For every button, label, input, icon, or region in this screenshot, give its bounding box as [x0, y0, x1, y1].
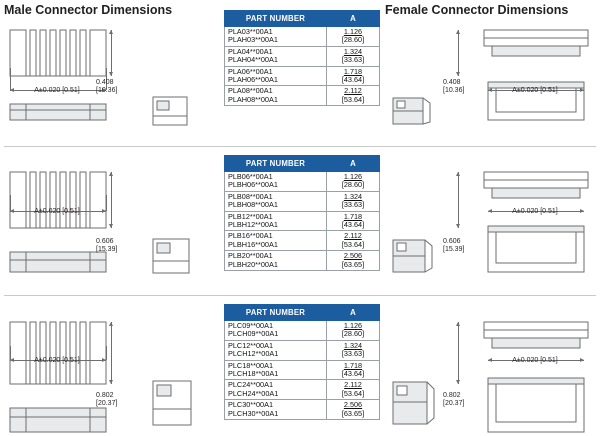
table-row: [225, 27, 380, 47]
part-number-line: PLAH04**00A1: [228, 55, 278, 65]
dimension-cell: [327, 400, 380, 420]
dimension-mm: [43.64]: [341, 74, 365, 84]
dimension-mm: [33.63]: [341, 55, 365, 65]
part-number-line: PLCH09**00A1: [228, 329, 279, 339]
part-number-line: PLBH06**00A1: [228, 180, 278, 190]
dimension-cell: [327, 46, 380, 66]
dimension-inch: 1.126: [343, 321, 363, 330]
dimension-cell: [327, 231, 380, 251]
part-number-line: PLA03**00A1: [228, 27, 273, 36]
dimension-cell: [327, 86, 380, 106]
part-number-line: PLAH03**00A1: [228, 35, 278, 45]
male-height-mm-b: [15.39]: [96, 246, 118, 254]
part-number-line: PLA08**00A1: [228, 86, 273, 96]
male-height-label-c: [96, 392, 156, 408]
part-number-cell: [225, 86, 327, 106]
part-number-line: PLAH08**00A1: [228, 94, 278, 104]
part-number-cell: [225, 211, 327, 231]
part-number-table-c: [224, 304, 380, 420]
part-number-line: PLCH18**00A1: [228, 368, 279, 378]
dimension-inch: 2.112: [344, 231, 362, 241]
dimension-mm: [53.64]: [341, 94, 365, 104]
female-end-view-c: [392, 380, 438, 428]
male-end-view-c: [152, 380, 196, 428]
dimension-mm: [33.63]: [341, 200, 365, 210]
part-number-line: PLBH12**00A1: [228, 219, 278, 229]
part-number-line: PLC18**00A1: [228, 360, 274, 370]
header-part-number-c: PART NUMBER: [225, 305, 327, 321]
table-row: [225, 380, 380, 400]
table-row: [225, 231, 380, 251]
part-number-line: PLC24**00A1: [228, 380, 274, 390]
male-height-dimension-a: [105, 26, 117, 82]
header-a-c: A: [327, 305, 380, 321]
part-number-line: PLB16**00A1: [228, 231, 273, 241]
part-number-line: PLCH24**00A1: [228, 388, 279, 398]
female-width-label-a: A±0.020 [0.51]: [512, 87, 558, 94]
part-number-line: PLA06**00A1: [228, 66, 273, 76]
table-header-row-c: [225, 305, 380, 321]
female-height-dimension-b: [452, 168, 464, 234]
dimension-inch: 2.112: [344, 86, 362, 96]
dimension-cell: [327, 172, 380, 192]
dimension-mm: [33.63]: [341, 349, 365, 359]
female-height-mm-b: [15.39]: [443, 246, 465, 254]
part-number-line: PLC12**00A1: [228, 340, 274, 350]
part-number-line: PLA04**00A1: [228, 46, 273, 56]
dimension-cell: [327, 191, 380, 211]
dimension-inch: 2.506: [343, 400, 363, 410]
dimension-inch: 1.324: [343, 46, 363, 56]
dimension-inch: 1.718: [343, 211, 363, 221]
female-width-label-c: A±0.020 [0.51]: [512, 357, 558, 364]
header-a-b: A: [327, 156, 380, 172]
female-height-in-b: 0.606: [443, 238, 461, 245]
table-header-row-b: [225, 156, 380, 172]
dimension-inch: 1.718: [343, 360, 363, 370]
male-connector-drawing-a: [8, 26, 118, 121]
male-height-mm-a: [10.36]: [96, 87, 118, 95]
male-height-dimension-b: [105, 168, 117, 234]
part-number-line: PLBH16**00A1: [228, 239, 278, 249]
male-end-view-b: [152, 238, 194, 276]
table-row: [225, 66, 380, 86]
female-column-title: Female Connector Dimensions: [385, 3, 569, 17]
header-a-a: A: [327, 11, 380, 27]
dimension-cell: [327, 66, 380, 86]
male-height-in-a: 0.408: [96, 79, 114, 86]
part-number-line: PLB08**00A1: [228, 191, 273, 201]
female-end-view-b: [392, 238, 436, 276]
dimension-inch: 1.324: [343, 191, 363, 201]
male-height-in-c: 0.802: [96, 392, 114, 399]
table-row: [225, 251, 380, 271]
dimension-mm: [53.64]: [341, 388, 365, 398]
female-height-in-c: 0.802: [443, 392, 461, 399]
table-row: [225, 172, 380, 192]
dimension-inch: 1.324: [343, 340, 363, 350]
part-number-line: PLCH30**00A1: [228, 408, 279, 418]
male-end-view-a: [152, 96, 192, 128]
section-divider-2: [4, 295, 596, 296]
female-height-dimension-c: [452, 318, 464, 390]
table-row: [225, 191, 380, 211]
table-row: [225, 211, 380, 231]
part-number-cell: [225, 400, 327, 420]
dimension-mm: [28.60]: [341, 35, 365, 45]
dimension-mm: [28.60]: [341, 180, 365, 190]
part-number-line: PLCH12**00A1: [228, 349, 279, 359]
header-part-number-a: PART NUMBER: [225, 11, 327, 27]
male-height-label-a: [96, 79, 156, 95]
dimension-mm: [28.60]: [341, 329, 365, 339]
part-number-line: PLB06**00A1: [228, 172, 273, 181]
female-connector-drawing-a: [482, 26, 596, 121]
part-number-line: PLB20**00A1: [228, 251, 273, 261]
dimension-cell: [327, 27, 380, 47]
part-number-cell: [225, 251, 327, 271]
table-row: [225, 321, 380, 341]
part-number-cell: [225, 46, 327, 66]
part-number-line: PLBH20**00A1: [228, 259, 278, 269]
part-number-cell: [225, 66, 327, 86]
dimension-mm: [43.64]: [341, 368, 365, 378]
part-number-cell: [225, 231, 327, 251]
part-number-line: PLAH06**00A1: [228, 74, 278, 84]
dimension-inch: 2.506: [343, 251, 363, 261]
part-number-line: PLC09**00A1: [228, 321, 274, 330]
part-number-line: PLBH08**00A1: [228, 200, 278, 210]
dimension-inch: 1.126: [343, 172, 363, 181]
male-width-label-b: A±0.020 [0.51]: [34, 208, 80, 215]
dimension-inch: 1.126: [343, 27, 363, 36]
dimension-cell: [327, 380, 380, 400]
male-width-label-c: A±0.020 [0.51]: [34, 357, 80, 364]
dimension-mm: [63.65]: [341, 408, 365, 418]
part-number-cell: [225, 340, 327, 360]
part-number-line: PLC30**00A1: [228, 400, 274, 410]
part-number-cell: [225, 27, 327, 47]
male-height-in-b: 0.606: [96, 238, 114, 245]
male-width-label-a: A±0.020 [0.51]: [34, 87, 80, 94]
male-height-label-b: [96, 238, 156, 254]
table-row: [225, 360, 380, 380]
part-number-cell: [225, 380, 327, 400]
dimension-cell: [327, 340, 380, 360]
part-number-cell: [225, 172, 327, 192]
male-height-mm-c: [20.37]: [96, 400, 118, 408]
female-height-mm-c: [20.37]: [443, 400, 465, 408]
table-header-row-a: [225, 11, 380, 27]
female-height-in-a: 0.408: [443, 79, 461, 86]
part-number-table-b: [224, 155, 380, 271]
section-divider-1: [4, 146, 596, 147]
table-row: [225, 400, 380, 420]
male-connector-drawing-c: [8, 318, 118, 434]
male-connector-drawing-b: [8, 168, 118, 273]
part-number-cell: [225, 321, 327, 341]
male-column-title: Male Connector Dimensions: [4, 3, 173, 17]
dimension-inch: 2.112: [344, 380, 362, 390]
male-height-dimension-c: [105, 318, 117, 390]
dimension-inch: 1.718: [343, 66, 363, 76]
dimension-mm: [63.65]: [341, 259, 365, 269]
part-number-table-a: [224, 10, 380, 106]
dimension-mm: [43.64]: [341, 219, 365, 229]
female-width-label-b: A±0.020 [0.51]: [512, 208, 558, 215]
dimension-cell: [327, 360, 380, 380]
dimension-cell: [327, 321, 380, 341]
dimension-cell: [327, 251, 380, 271]
part-number-line: PLB12**00A1: [228, 211, 273, 221]
table-row: [225, 86, 380, 106]
female-height-mm-a: [10.36]: [443, 87, 465, 95]
table-row: [225, 340, 380, 360]
part-number-cell: [225, 360, 327, 380]
female-height-dimension-a: [452, 26, 464, 82]
header-part-number-b: PART NUMBER: [225, 156, 327, 172]
part-number-cell: [225, 191, 327, 211]
table-row: [225, 46, 380, 66]
dimension-mm: [53.64]: [341, 239, 365, 249]
female-end-view-a: [392, 96, 434, 128]
female-connector-drawing-b: [482, 168, 596, 273]
female-connector-drawing-c: [482, 318, 596, 434]
dimension-cell: [327, 211, 380, 231]
